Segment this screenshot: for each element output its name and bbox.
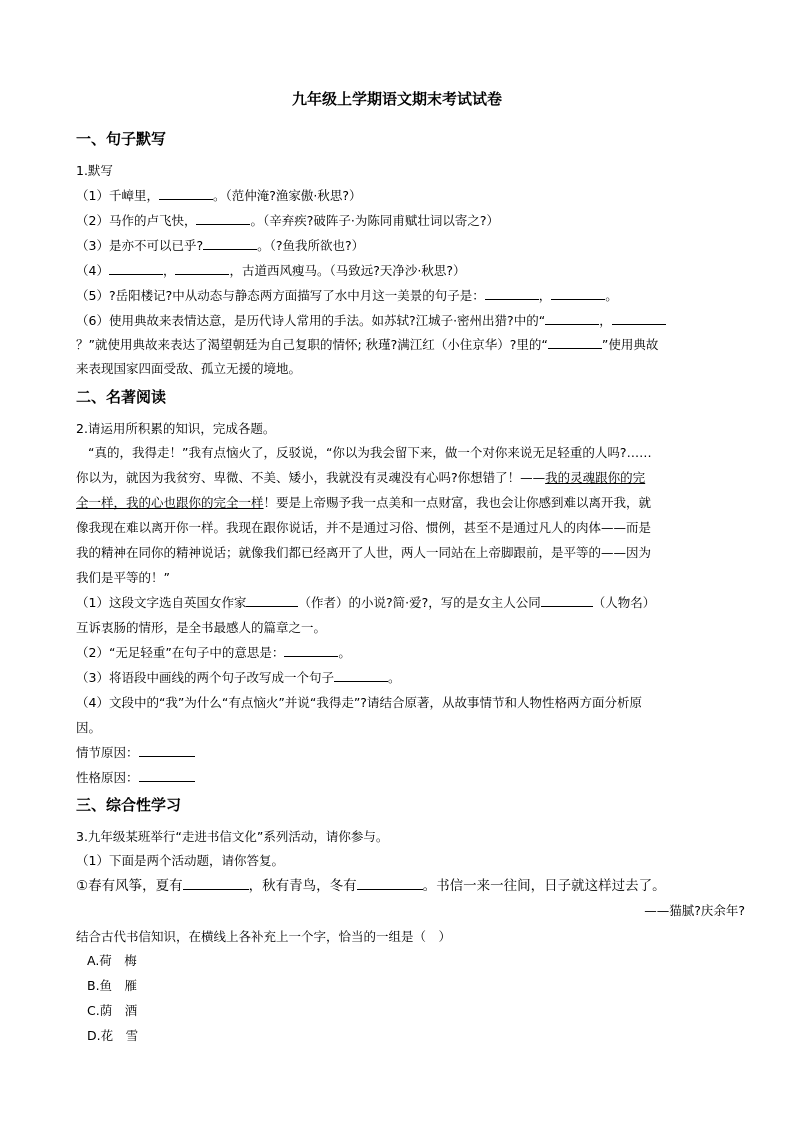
item-text: 。（范仲淹?渔家傲·秋思?） bbox=[212, 188, 362, 203]
question-text: 。 bbox=[338, 645, 351, 660]
option-b[interactable]: B.鱼 雁 bbox=[87, 978, 138, 993]
underlined-sentence: 我的灵魂跟你的完 bbox=[545, 470, 646, 485]
sub-question-2-1 bbox=[76, 594, 655, 612]
answer-blank[interactable] bbox=[357, 877, 423, 890]
item-1-6-line1 bbox=[76, 312, 666, 330]
section-heading-2: 二、名著阅读 bbox=[76, 388, 167, 406]
answer-blank[interactable] bbox=[196, 212, 250, 225]
answer-blank[interactable] bbox=[139, 769, 195, 782]
answer-blank[interactable] bbox=[175, 262, 229, 275]
answer-blank[interactable] bbox=[183, 877, 249, 890]
question-text: （人物名） bbox=[592, 595, 656, 610]
option-c[interactable]: C.荫 酒 bbox=[87, 1003, 138, 1018]
question-1-label: 1.默写 bbox=[76, 163, 113, 178]
question-3-label: 3.九年级某班举行“走进书信文化”系列活动，请你参与。 bbox=[76, 829, 389, 844]
item-text: ”使用典故 bbox=[601, 337, 659, 352]
question-text: 。 bbox=[387, 670, 401, 685]
choice-prompt: 结合古代书信知识，在横线上各补充上一个字，恰当的一组是（ ） bbox=[76, 929, 452, 944]
plot-reason bbox=[76, 744, 195, 762]
question-text: （2）“无足轻重”在句子中的意思是： bbox=[76, 645, 285, 660]
item-text: （1）千嶂里， bbox=[76, 188, 159, 203]
item-text: ？”就使用典故来表达了渴望朝廷为自己复职的情怀; 秋瑾?满江红（小住京华）?里的“ bbox=[76, 337, 548, 352]
question-text: （1）这段文字选自英国女作家 bbox=[76, 595, 247, 610]
sub-question-2-4-cont: 因。 bbox=[76, 720, 102, 735]
answer-blank[interactable] bbox=[485, 287, 539, 300]
passage-text: 你以为，就因为我贫穷、卑微、不美、矮小，我就没有灵魂没有心吗?你想错了！—— bbox=[76, 470, 546, 485]
passage-line: 我的精神在同你的精神说话；就像我们都已经离开了人世，两人一同站在上帝脚跟前，是平等的——因为 bbox=[76, 545, 652, 560]
option-a[interactable]: A.荷 梅 bbox=[87, 953, 137, 968]
passage-line bbox=[76, 494, 651, 512]
item-text: 。 bbox=[605, 288, 618, 303]
sub-question-3-1: （1）下面是两个活动题，请你答复。 bbox=[76, 853, 284, 868]
answer-blank[interactable] bbox=[551, 287, 605, 300]
item-text: （6）使用典故来表情达意，是历代诗人常用的手法。如苏轼?江城子·密州出猎?中的“ bbox=[76, 313, 546, 328]
item-text: （4） bbox=[76, 263, 109, 278]
option-d[interactable]: D.花 雪 bbox=[87, 1028, 139, 1043]
item-text: ， bbox=[162, 263, 176, 278]
question-text: （3）将语段中画线的两个句子改写成一个句子 bbox=[76, 670, 334, 685]
answer-blank[interactable] bbox=[334, 669, 388, 682]
item-1-2 bbox=[76, 212, 499, 230]
answer-blank[interactable] bbox=[139, 744, 195, 757]
passage-line: “真的，我得走！”我有点恼火了，反驳说，“你以为我会留下来，做一个对你来说无足轻重的人吗?…… bbox=[88, 445, 652, 460]
section-heading-1: 一、句子默写 bbox=[76, 130, 167, 148]
answer-blank[interactable] bbox=[284, 644, 338, 657]
sub-question-2-3 bbox=[76, 669, 400, 687]
question-text: （作者）的小说?简·爱?，写的是女主人公同 bbox=[298, 595, 541, 610]
passage-line: 像我现在难以离开你一样。我现在跟你说话，并不是通过习俗、惯例，甚至不是通过凡人的肉体——而是 bbox=[76, 520, 652, 535]
answer-blank[interactable] bbox=[246, 594, 298, 607]
passage-line bbox=[76, 469, 645, 487]
item-text: 。（?鱼我所欲也?） bbox=[257, 238, 365, 253]
item-text: （3）是亦不可以已乎? bbox=[76, 238, 204, 253]
section-heading-3: 三、综合性学习 bbox=[76, 796, 182, 814]
item-1-3 bbox=[76, 237, 364, 255]
underlined-sentence: 全一样，我的心也跟你的完全一样 bbox=[76, 495, 264, 510]
passage-line: 我们是平等的！” bbox=[76, 570, 170, 585]
question-2-label: 2.请运用所积累的知识，完成各题。 bbox=[76, 421, 276, 436]
answer-blank[interactable] bbox=[159, 187, 213, 200]
item-text: ， bbox=[599, 313, 612, 328]
item-text: 。（辛弃疾?破阵子·为陈同甫赋壮词以寄之?） bbox=[250, 213, 499, 228]
item-1-5 bbox=[76, 287, 618, 305]
poem-line bbox=[76, 877, 666, 895]
item-text: （5）?岳阳楼记?中从动态与静态两方面描写了水中月这一美景的句子是： bbox=[76, 288, 485, 303]
answer-blank[interactable] bbox=[612, 312, 666, 325]
poem-text: 。书信一来一往间，日子就这样过去了。 bbox=[422, 878, 666, 894]
item-1-4 bbox=[76, 262, 465, 280]
item-text: （2）马作的卢飞快， bbox=[76, 213, 197, 228]
passage-text: ！要是上帝赐予我一点美和一点财富，我也会让你感到难以离开我，就 bbox=[263, 495, 652, 510]
answer-blank[interactable] bbox=[203, 237, 257, 250]
item-text: ，古道西风瘦马。（马致远?天净沙·秋思?） bbox=[229, 263, 466, 278]
sub-question-2-4: （4）文段中的“我”为什么“有点恼火”并说“我得走”?请结合原著，从故事情节和人物性格两方面分析原 bbox=[76, 695, 642, 710]
answer-blank[interactable] bbox=[541, 594, 593, 607]
item-1-6-line3: 来表现国家四面受敌、孤立无援的境地。 bbox=[76, 361, 302, 376]
answer-blank[interactable] bbox=[545, 312, 599, 325]
poem-source: ——猫腻?庆余年? bbox=[644, 903, 745, 918]
item-1-1 bbox=[76, 187, 361, 205]
character-reason bbox=[76, 769, 195, 787]
poem-text: ，秋有青鸟，冬有 bbox=[248, 878, 357, 894]
answer-blank[interactable] bbox=[109, 262, 163, 275]
reason-label: 性格原因： bbox=[76, 770, 139, 785]
item-1-6-line2 bbox=[76, 336, 658, 354]
reason-label: 情节原因： bbox=[76, 745, 139, 760]
page-title: 九年级上学期语文期末考试试卷 bbox=[291, 90, 502, 108]
sub-question-2-1-cont: 互诉衷肠的情形，是全书最感人的篇章之一。 bbox=[76, 620, 327, 635]
answer-blank[interactable] bbox=[548, 336, 602, 349]
sub-question-2-2 bbox=[76, 644, 351, 662]
poem-text: ①春有风筝，夏有 bbox=[76, 878, 183, 894]
item-text: ， bbox=[538, 288, 552, 303]
